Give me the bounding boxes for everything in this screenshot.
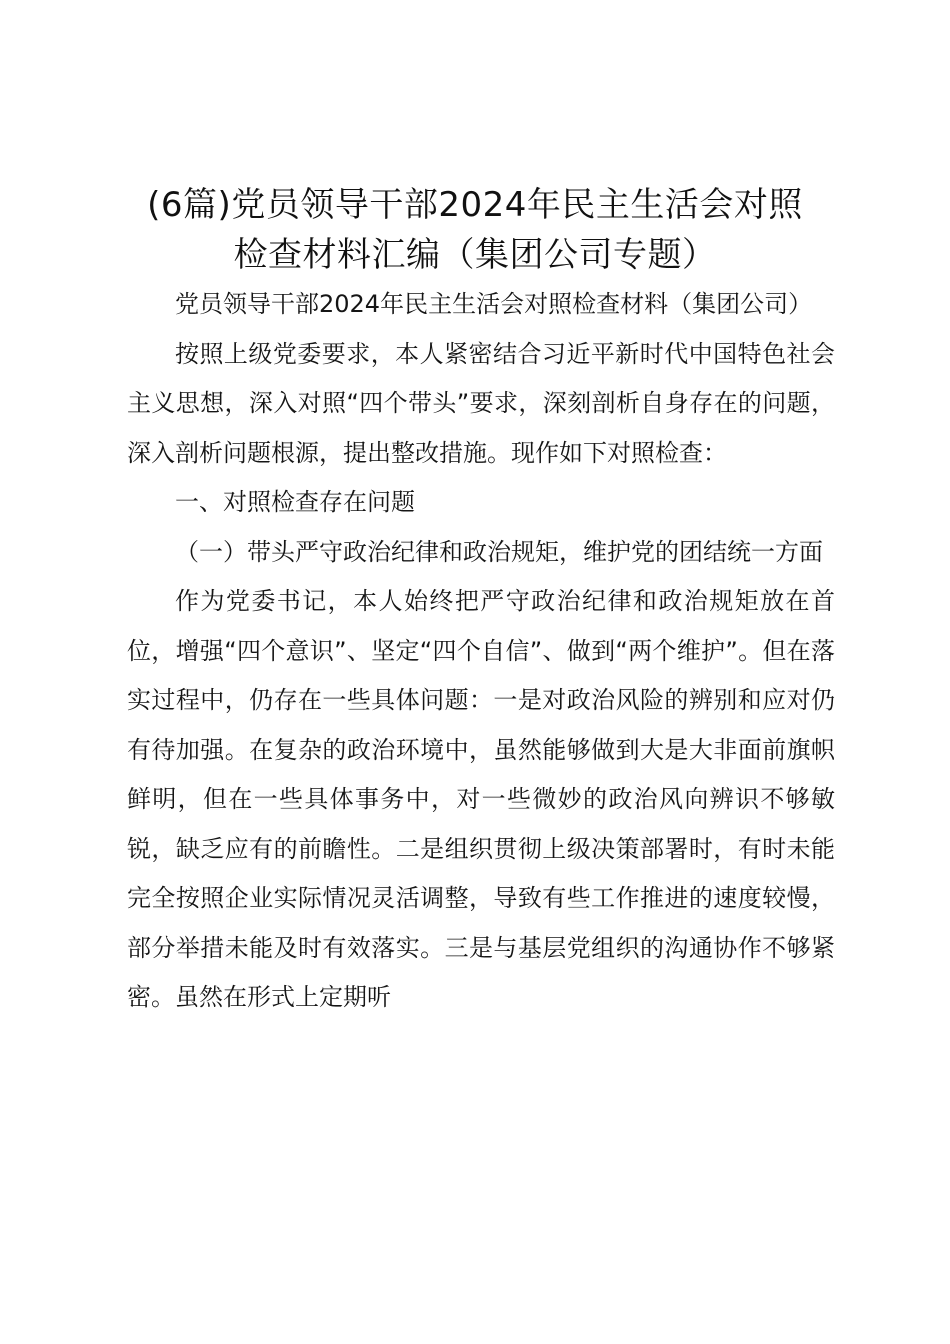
title-line-1: (6篇)党员领导干部2024年民主生活会对照	[147, 185, 803, 225]
body-paragraph: 作为党委书记，本人始终把严守政治纪律和政治规矩放在首位，增强“四个意识”、坚定“四个自信”、做到“两个维护”。但在落实过程中，仍存在一些具体问题：一是对政治风险的辨别和应对仍有待加强。在复杂的政治环境中，虽然能够做到大是大非面前旗帜鲜明，但在一些具体事务中，对一些微妙的政治风向辨识不够敏锐，缺乏应有的前瞻性。二是组织贯彻上级决策部署时，有时未能完全按照企业实际情况灵活调整，导致有些工作推进的速度较慢，部分举措未能及时有效落实。三是与基层党组织的沟通协作不够紧密。虽然在形式上定期听	[127, 587, 835, 1011]
document-title	[110, 180, 840, 280]
subtitle-paragraph: 党员领导干部2024年民主生活会对照检查材料（集团公司）	[175, 290, 813, 318]
intro-paragraph: 按照上级党委要求，本人紧密结合习近平新时代中国特色社会主义思想，深入对照“四个带头”要求，深刻剖析自身存在的问题，深入剖析问题根源，提出整改措施。现作如下对照检查：	[127, 339, 835, 467]
document-body	[127, 280, 835, 1023]
section-heading: 一、对照检查存在问题	[175, 488, 415, 516]
title-line-2: 检查材料汇编（集团公司专题）	[233, 235, 717, 275]
subsection-heading: （一）带头严守政治纪律和政治规矩，维护党的团结统一方面	[175, 537, 823, 566]
